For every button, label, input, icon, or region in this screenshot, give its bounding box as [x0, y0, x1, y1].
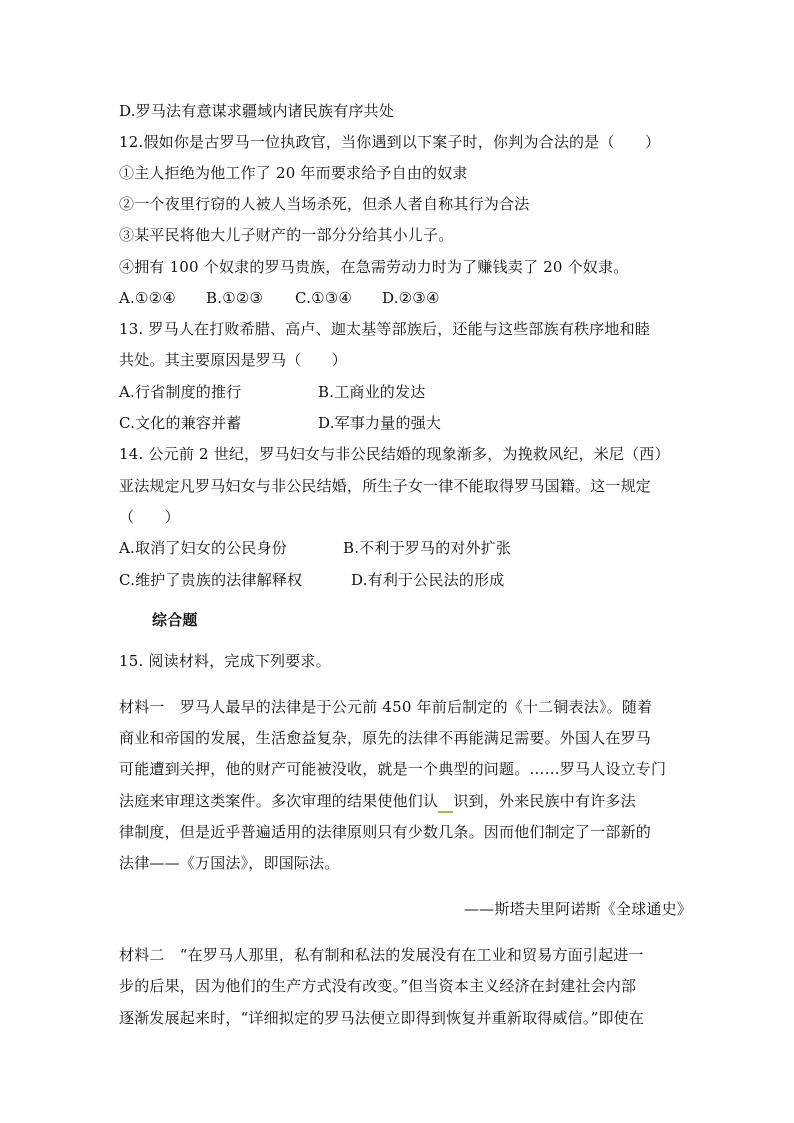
q13-stem-line-2: 共处。其主要原因是罗马（ ） [119, 351, 348, 369]
q11-option-d: D.罗马法有意谋求疆域内诸民族有序共处 [119, 102, 395, 120]
q14-option-d: D.有利于公民法的形成 [351, 571, 505, 589]
material-1-line-5: 律制度，但是近乎普遍适用的法律原则只有少数几条。因而他们制定了一部新的 [119, 823, 652, 841]
q13-option-d: D.军事力量的强大 [318, 414, 442, 432]
q14-option-c: C.维护了贵族的法律解释权 [119, 571, 303, 589]
q14-stem-line-1: 14. 公元前 2 世纪，罗马妇女与非公民结婚的现象渐多，为挽救风纪，米尼（西） [119, 445, 670, 463]
q13-option-b: B.工商业的发达 [318, 383, 426, 401]
material-1-line-4-before: 法庭来审理这类案件。多次审理的结果使他们认 [119, 792, 439, 810]
q13-options-row-1 [119, 382, 425, 402]
q14-options-row-2 [119, 570, 504, 590]
q12-option-c: C.①③④ [295, 289, 353, 307]
q14-option-a: A.取消了妇女的公民身份 [119, 539, 288, 557]
q12-options [119, 288, 440, 308]
q12-item-4: ④拥有 100 个奴隶的罗马贵族，在急需劳动力时为了赚钱卖了 20 个奴隶。 [119, 258, 629, 276]
q12-option-d: D.②③④ [382, 289, 440, 307]
q13-options-row-2 [119, 413, 441, 433]
q14-option-b: B.不利于罗马的对外扩张 [343, 539, 512, 557]
q13-stem-line-1: 13. 罗马人在打败希腊、高卢、迦太基等部族后，还能与这些部族有秩序地和睦 [119, 320, 651, 338]
material-1-source: ——斯塔夫里阿诺斯《全球通史》 [463, 900, 692, 918]
q12-item-3: ③某平民将他大儿子财产的一部分分给其小儿子。 [119, 226, 454, 244]
material-1-line-3: 可能遭到关押，他的财产可能被没收，就是一个典型的问题。……罗马人设立专门 [119, 760, 667, 778]
q13-option-a: A.行省制度的推行 [119, 383, 242, 401]
material-2-line-3: 逐渐发展起来时，“详细拟定的罗马法便立即得到恢复并重新取得威信。”即使在 [119, 1009, 645, 1027]
material-2-line-2: 步的后果，因为他们的生产方式没有改变。”但当资本主义经济在封建社会内部 [119, 977, 637, 995]
material-1-line-2: 商业和帝国的发展，生活愈益复杂，原先的法律不再能满足需要。外国人在罗马 [119, 729, 652, 747]
material-1-line-4 [119, 791, 636, 813]
q14-stem-line-3: （ ） [119, 508, 180, 526]
q14-options-row-1 [119, 538, 511, 558]
q15-stem: 15. 阅读材料，完成下列要求。 [119, 652, 331, 670]
q12-item-2: ②一个夜里行窃的人被人当场杀死，但杀人者自称其行为合法 [119, 195, 530, 213]
q13-option-c: C.文化的兼容并蓄 [119, 414, 242, 432]
highlight-mark [438, 791, 453, 813]
q14-stem-line-2: 亚法规定凡罗马妇女与非公民结婚，所生子女一律不能取得罗马国籍。这一规定 [119, 477, 652, 495]
q12-option-a: A.①②④ [119, 289, 176, 307]
q12-stem: 12.假如你是古罗马一位执政官，当你遇到以下案子时，你判为合法的是（ ） [119, 133, 661, 151]
material-2-line-1: 材料二 “在罗马人那里，私有制和私法的发展没有在工业和贸易方面引起进一 [119, 946, 644, 964]
section-heading: 综合题 [152, 611, 198, 629]
q12-option-b: B.①②③ [206, 289, 264, 307]
material-1-line-4-after: 识到，外来民族中有许多法 [453, 792, 636, 810]
material-1-line-1: 材料一 罗马人最早的法律是于公元前 450 年前后制定的《十二铜表法》。随着 [119, 698, 653, 716]
q12-item-1: ①主人拒绝为他工作了 20 年而要求给予自由的奴隶 [119, 164, 468, 182]
material-1-line-6: 法律——《万国法》，即国际法。 [119, 854, 340, 872]
